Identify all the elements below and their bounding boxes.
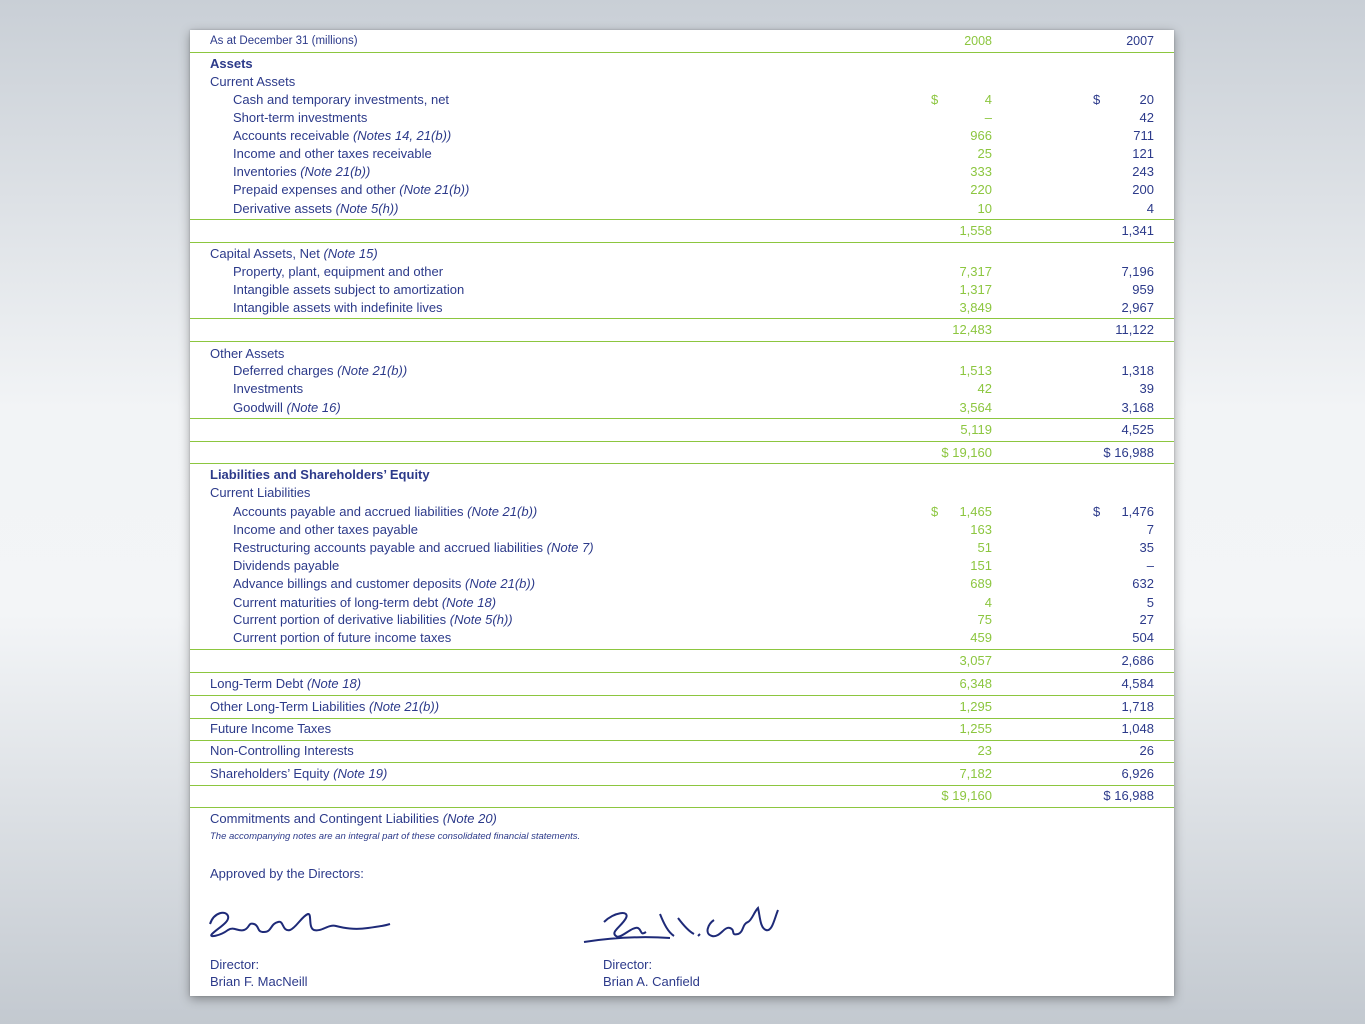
divider <box>190 807 1174 808</box>
value-2007: 42 <box>1139 110 1154 125</box>
value-2007: 35 <box>1139 540 1154 555</box>
value-2008: 966 <box>970 128 992 143</box>
value-2007: 959 <box>1132 282 1154 297</box>
value-2008: 459 <box>970 630 992 645</box>
director2-name: Brian A. Canfield <box>603 974 700 989</box>
value-2007: 2,967 <box>1121 300 1154 315</box>
row-label: Other Long-Term Liabilities (Note 21(b)) <box>210 699 440 714</box>
value-2008: 4 <box>984 595 992 610</box>
row-label: Current maturities of long-term debt (Note 18) <box>233 595 497 610</box>
value-2008: 689 <box>970 576 992 591</box>
divider <box>190 318 1174 319</box>
row-label: Deferred charges (Note 21(b)) <box>233 363 408 378</box>
value-2008: 151 <box>970 558 992 573</box>
row-label: Dividends payable <box>233 558 340 573</box>
value-2008: 42 <box>977 381 992 396</box>
integral-note: The accompanying notes are an integral part of these consolidated financial statements. <box>210 831 581 842</box>
divider <box>190 341 1174 342</box>
value-2008: 1,513 <box>959 363 992 378</box>
value-2008: $ 19,160 <box>941 788 992 803</box>
row-label: Goodwill (Note 16) <box>233 400 341 415</box>
column-2007-header: 2007 <box>1126 34 1154 48</box>
row-label: Derivative assets (Note 5(h)) <box>233 201 399 216</box>
value-2007: 7 <box>1146 522 1154 537</box>
value-2007: $ 16,988 <box>1103 788 1154 803</box>
value-2008: 75 <box>977 612 992 627</box>
divider <box>190 242 1174 243</box>
value-2008: 5,119 <box>960 422 992 437</box>
dollar-sign: $ <box>931 504 939 519</box>
row-label: Current portion of future income taxes <box>233 630 452 645</box>
divider <box>190 785 1174 786</box>
value-2008: 23 <box>977 743 992 758</box>
dollar-sign: $ <box>1093 504 1101 519</box>
value-2008: 10 <box>977 201 992 216</box>
value-2008: 4 <box>984 92 992 107</box>
row-label: Non-Controlling Interests <box>210 743 354 758</box>
row-label: Property, plant, equipment and other <box>233 264 444 279</box>
row-label: Current portion of derivative liabilities (Note 5(h)) <box>233 612 513 627</box>
section-title: Liabilities and Shareholders’ Equity <box>210 467 430 482</box>
row-label: Intangible assets with indefinite lives <box>233 300 443 315</box>
value-2007: – <box>1146 558 1154 573</box>
row-label: Advance billings and customer deposits (Note 21(b)) <box>233 576 536 591</box>
value-2007: 6,926 <box>1121 766 1154 781</box>
value-2007: 4,584 <box>1121 676 1154 691</box>
section-title: Assets <box>210 56 253 71</box>
divider <box>190 762 1174 763</box>
value-2008: 1,317 <box>959 282 992 297</box>
row-label: Accounts receivable (Notes 14, 21(b)) <box>233 128 452 143</box>
value-2007: 4 <box>1146 201 1154 216</box>
subsection-title: Capital Assets, Net (Note 15) <box>210 246 378 261</box>
value-2007: 20 <box>1139 92 1154 107</box>
row-label: Income and other taxes receivable <box>233 146 432 161</box>
divider <box>190 695 1174 696</box>
value-2007: 1,718 <box>1121 699 1154 714</box>
director1-name: Brian F. MacNeill <box>210 974 308 989</box>
divider <box>190 718 1174 719</box>
value-2007: $ 16,988 <box>1103 445 1154 460</box>
value-2007: 243 <box>1132 164 1154 179</box>
value-2007: 2,686 <box>1121 653 1154 668</box>
value-2007: 1,048 <box>1121 721 1154 736</box>
subsection-title: Current Assets <box>210 74 296 89</box>
signature-canfield <box>580 902 790 948</box>
divider <box>190 219 1174 220</box>
caption: As at December 31 (millions) <box>210 35 358 47</box>
value-2007: 504 <box>1132 630 1154 645</box>
divider <box>190 740 1174 741</box>
row-label: Prepaid expenses and other (Note 21(b)) <box>233 182 470 197</box>
column-2008-header: 2008 <box>964 34 992 48</box>
value-2007: 1,341 <box>1121 223 1154 238</box>
approved-text: Approved by the Directors: <box>210 866 364 881</box>
value-2008: $ 19,160 <box>941 445 992 460</box>
divider <box>190 463 1174 464</box>
row-label: Investments <box>233 381 304 396</box>
value-2008: 1,465 <box>959 504 992 519</box>
row-label: Restructuring accounts payable and accrued liabilities (Note 7) <box>233 540 594 555</box>
dollar-sign: $ <box>1093 92 1101 107</box>
director2-title: Director: <box>603 957 653 972</box>
row-label: Accounts payable and accrued liabilities (Note 21(b)) <box>233 504 538 519</box>
row-label: Future Income Taxes <box>210 721 332 736</box>
value-2008: 333 <box>970 164 992 179</box>
divider <box>190 672 1174 673</box>
value-2008: 163 <box>970 522 992 537</box>
divider <box>190 441 1174 442</box>
value-2007: 7,196 <box>1121 264 1154 279</box>
value-2007: 3,168 <box>1121 400 1154 415</box>
value-2008: 3,057 <box>959 653 992 668</box>
row-label: Short-term investments <box>233 110 368 125</box>
value-2008: 6,348 <box>959 676 992 691</box>
director1-title: Director: <box>210 957 260 972</box>
value-2007: 200 <box>1132 182 1154 197</box>
value-2008: 51 <box>977 540 992 555</box>
signature-macneill <box>204 902 394 944</box>
value-2008: 220 <box>970 182 992 197</box>
divider <box>190 649 1174 650</box>
value-2007: 5 <box>1146 595 1154 610</box>
balance-sheet-page <box>190 30 1174 996</box>
value-2008: 1,558 <box>959 223 992 238</box>
value-2008: 3,564 <box>959 400 992 415</box>
value-2007: 39 <box>1139 381 1154 396</box>
row-label: Long-Term Debt (Note 18) <box>210 676 362 691</box>
divider <box>190 52 1174 53</box>
value-2008: 3,849 <box>959 300 992 315</box>
value-2007: 1,476 <box>1121 504 1154 519</box>
row-label: Inventories (Note 21(b)) <box>233 164 371 179</box>
value-2008: 7,182 <box>959 766 992 781</box>
value-2007: 27 <box>1139 612 1154 627</box>
value-2007: 121 <box>1132 146 1154 161</box>
value-2008: – <box>984 110 992 125</box>
subsection-title: Current Liabilities <box>210 485 311 500</box>
dollar-sign: $ <box>931 92 939 107</box>
row-label: Shareholders’ Equity (Note 19) <box>210 766 388 781</box>
divider <box>190 418 1174 419</box>
row-label: Cash and temporary investments, net <box>233 92 450 107</box>
value-2008: 12,483 <box>952 322 992 337</box>
value-2008: 7,317 <box>959 264 992 279</box>
value-2007: 1,318 <box>1121 363 1154 378</box>
value-2008: 25 <box>977 146 992 161</box>
value-2008: 1,295 <box>959 699 992 714</box>
value-2008: 1,255 <box>959 721 992 736</box>
value-2007: 711 <box>1133 128 1154 143</box>
row-label: Intangible assets subject to amortization <box>233 282 465 297</box>
value-2007: 11,122 <box>1115 322 1154 337</box>
value-2007: 4,525 <box>1121 422 1154 437</box>
commitments-note: Commitments and Contingent Liabilities (Note 20) <box>210 811 497 826</box>
value-2007: 632 <box>1132 576 1154 591</box>
row-label: Income and other taxes payable <box>233 522 419 537</box>
subsection-title: Other Assets <box>210 346 285 361</box>
value-2007: 26 <box>1139 743 1154 758</box>
